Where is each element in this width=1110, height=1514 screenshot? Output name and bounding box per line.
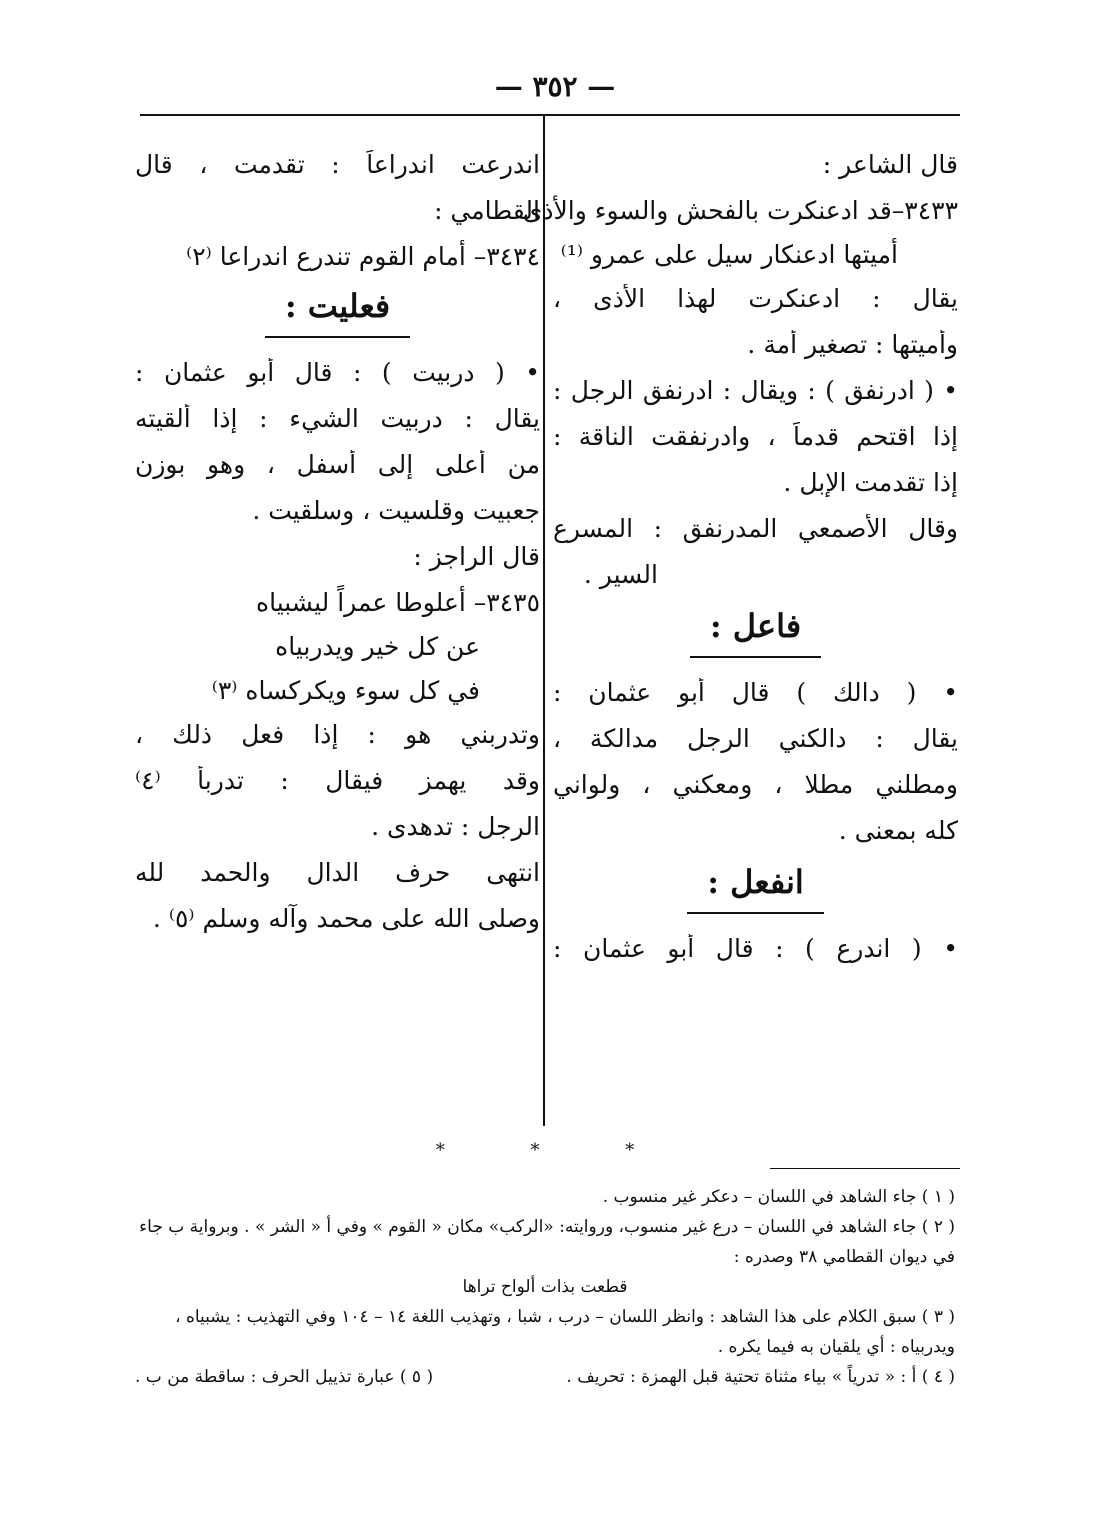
footnote-3: ( ٣ ) سبق الكلام على هذا الشاهد : وانظر اللسان – درب ، شبا ، وتهذيب اللغة ١٤ – ١٠٤ وفي التهذيب : يشبياه ، <box>175 1307 955 1327</box>
header-rule <box>140 114 960 116</box>
footnote-2: ( ٢ ) جاء الشاهد في اللسان – درع غير منسوب، وروايته: «الركب» مكان « القوم » وفي أ « الشر » . وبرواية ب جاء <box>139 1217 955 1237</box>
page-number: — ٣٥٢ — <box>494 70 616 103</box>
footnote-2-continued: في ديوان القطامي ٣٨ وصدره : <box>733 1247 955 1267</box>
footnote-row <box>135 1362 955 1392</box>
section-heading <box>553 862 958 914</box>
text-line: قال الراجز : <box>413 542 540 571</box>
right-column <box>522 150 958 980</box>
text-line: وقال الأصمعي المدرنفق : المسرع <box>553 514 958 543</box>
column-divider <box>543 116 545 1126</box>
text-line: الرجل : تدهدى . <box>371 812 540 841</box>
text-line: وقد يهمز فيقال : تدربأ ⁽٤⁾ <box>135 766 540 795</box>
text-line: قال الشاعر : <box>822 150 958 179</box>
section-heading <box>135 286 540 338</box>
footnote-5: ( ٥ ) عبارة تذييل الحرف : ساقطة من ب . <box>135 1367 434 1387</box>
text-line: انتهى حرف الدال والحمد لله <box>135 858 540 887</box>
text-line: • ( دالك ) قال أبو عثمان : <box>553 678 958 707</box>
verse-line: أميتها ادعنكار سيل على عمرو ⁽¹⁾ <box>560 240 898 269</box>
text-line: جعبيت وقلسيت ، وسلقيت . <box>252 496 540 525</box>
section-heading-text: فعليت : <box>265 286 410 338</box>
text-line: اندرعت اندراعاً : تقدمت ، قال <box>135 150 540 179</box>
footnote-4: ( ٤ ) أ : « تدرياً » بياء مثناة تحتية قبل الهمزة : تحريف . <box>566 1367 955 1387</box>
text-line: وتدربني هو : إذا فعل ذلك ، <box>135 720 540 749</box>
footnote-2-verse: قطعت بذات ألواح تراها <box>462 1277 628 1297</box>
text-line: يقال : دالكني الرجل مدالكة ، <box>553 724 958 753</box>
text-line: من أعلى إلى أسفل ، وهو بوزن <box>135 450 540 479</box>
left-column <box>135 150 540 950</box>
section-heading <box>553 606 958 658</box>
text-line: يقال : ادعنكرت لهذا الأذى ، <box>553 284 958 313</box>
section-heading-text: انفعل : <box>687 862 824 914</box>
text-line: كله بمعنى . <box>838 816 958 845</box>
text-line: • ( ادرنفق ) : ويقال : ادرنفق الرجل : <box>553 376 958 405</box>
verse-line: ٣٤٣٤– أمام القوم تندرع اندراعا ⁽٢⁾ <box>186 242 540 271</box>
text-line: ومطلني مطلا ، ومعكني ، ولواني <box>553 770 958 799</box>
text-line: • ( دربيت ) : قال أبو عثمان : <box>135 358 540 387</box>
footnote-1: ( ١ ) جاء الشاهد في اللسان – دعكر غير منسوب . <box>602 1187 955 1207</box>
text-line: إذا اقتحم قدماً ، وادرنفقت الناقة : <box>553 422 958 451</box>
verse-line: ٣٤٣٥– أعلوطا عمراً ليشبياه <box>255 588 540 617</box>
section-end-stars: * * * <box>435 1140 675 1161</box>
verse-line: ٣٤٣٣–قد ادعنكرت بالفحش والسوء والأذى <box>522 196 958 225</box>
text-line: يقال : دربيت الشيء : إذا ألقيته <box>135 404 540 433</box>
text-line: القطامي : <box>434 196 540 225</box>
section-heading-text: فاعل : <box>690 606 821 658</box>
text-line: وأميتها : تصغير أمة . <box>747 330 958 359</box>
verse-line: في كل سوء ويكركساه ⁽٣⁾ <box>211 676 480 705</box>
text-line: وصلى الله على محمد وآله وسلم ⁽٥⁾ . <box>152 904 540 933</box>
footnote-3-continued: ويدربياه : أي يلقيان به فيما يكره . <box>717 1337 955 1357</box>
footnote-rule <box>770 1168 960 1169</box>
verse-line: عن كل خير ويدربياه <box>275 632 480 661</box>
text-line: إذا تقدمت الإبل . <box>783 468 958 497</box>
text-line: • ( اندرع ) : قال أبو عثمان : <box>553 934 958 963</box>
footnotes <box>135 1182 955 1392</box>
text-line: السير . <box>583 560 658 589</box>
